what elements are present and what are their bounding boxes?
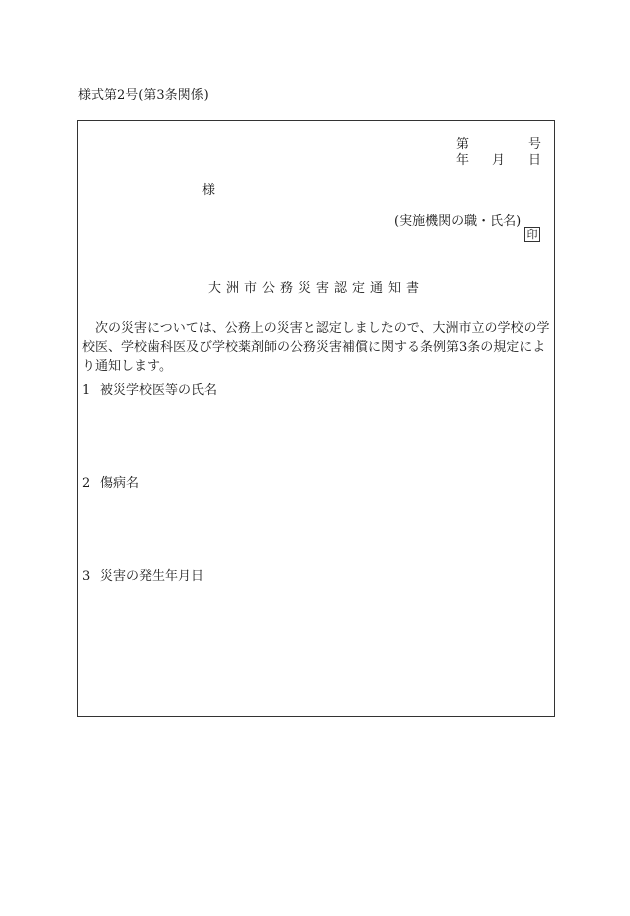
- date-day-label: 日: [528, 153, 542, 168]
- number-prefix: 第: [456, 137, 470, 152]
- seal-mark: 印: [524, 227, 540, 242]
- notice-body-text: 次の災害については、公務上の災害と認定しましたので、大洲市立の学校の学校医、学校歯科医及び学校薬剤師の公務災害補償に関する条例第3条の規定により通知します。: [82, 321, 550, 374]
- notice-document-frame: [77, 120, 555, 717]
- date-year-label: 年: [456, 153, 470, 168]
- item-label: 被災学校医等の氏名: [100, 383, 218, 398]
- item-label: 傷病名: [100, 476, 140, 491]
- item-number: 1: [82, 383, 91, 398]
- item-number: 3: [82, 569, 91, 584]
- document-title: 大洲市公務災害認定通知書: [207, 281, 424, 296]
- date-month-label: 月: [492, 153, 506, 168]
- item-number: 2: [82, 476, 91, 491]
- number-suffix: 号: [528, 137, 542, 152]
- form-number-label: 様式第2号(第3条関係): [78, 88, 209, 103]
- issuer-label: (実施機関の職・氏名): [394, 214, 522, 229]
- item-label: 災害の発生年月日: [100, 569, 205, 584]
- addressee-suffix: 様: [202, 183, 216, 198]
